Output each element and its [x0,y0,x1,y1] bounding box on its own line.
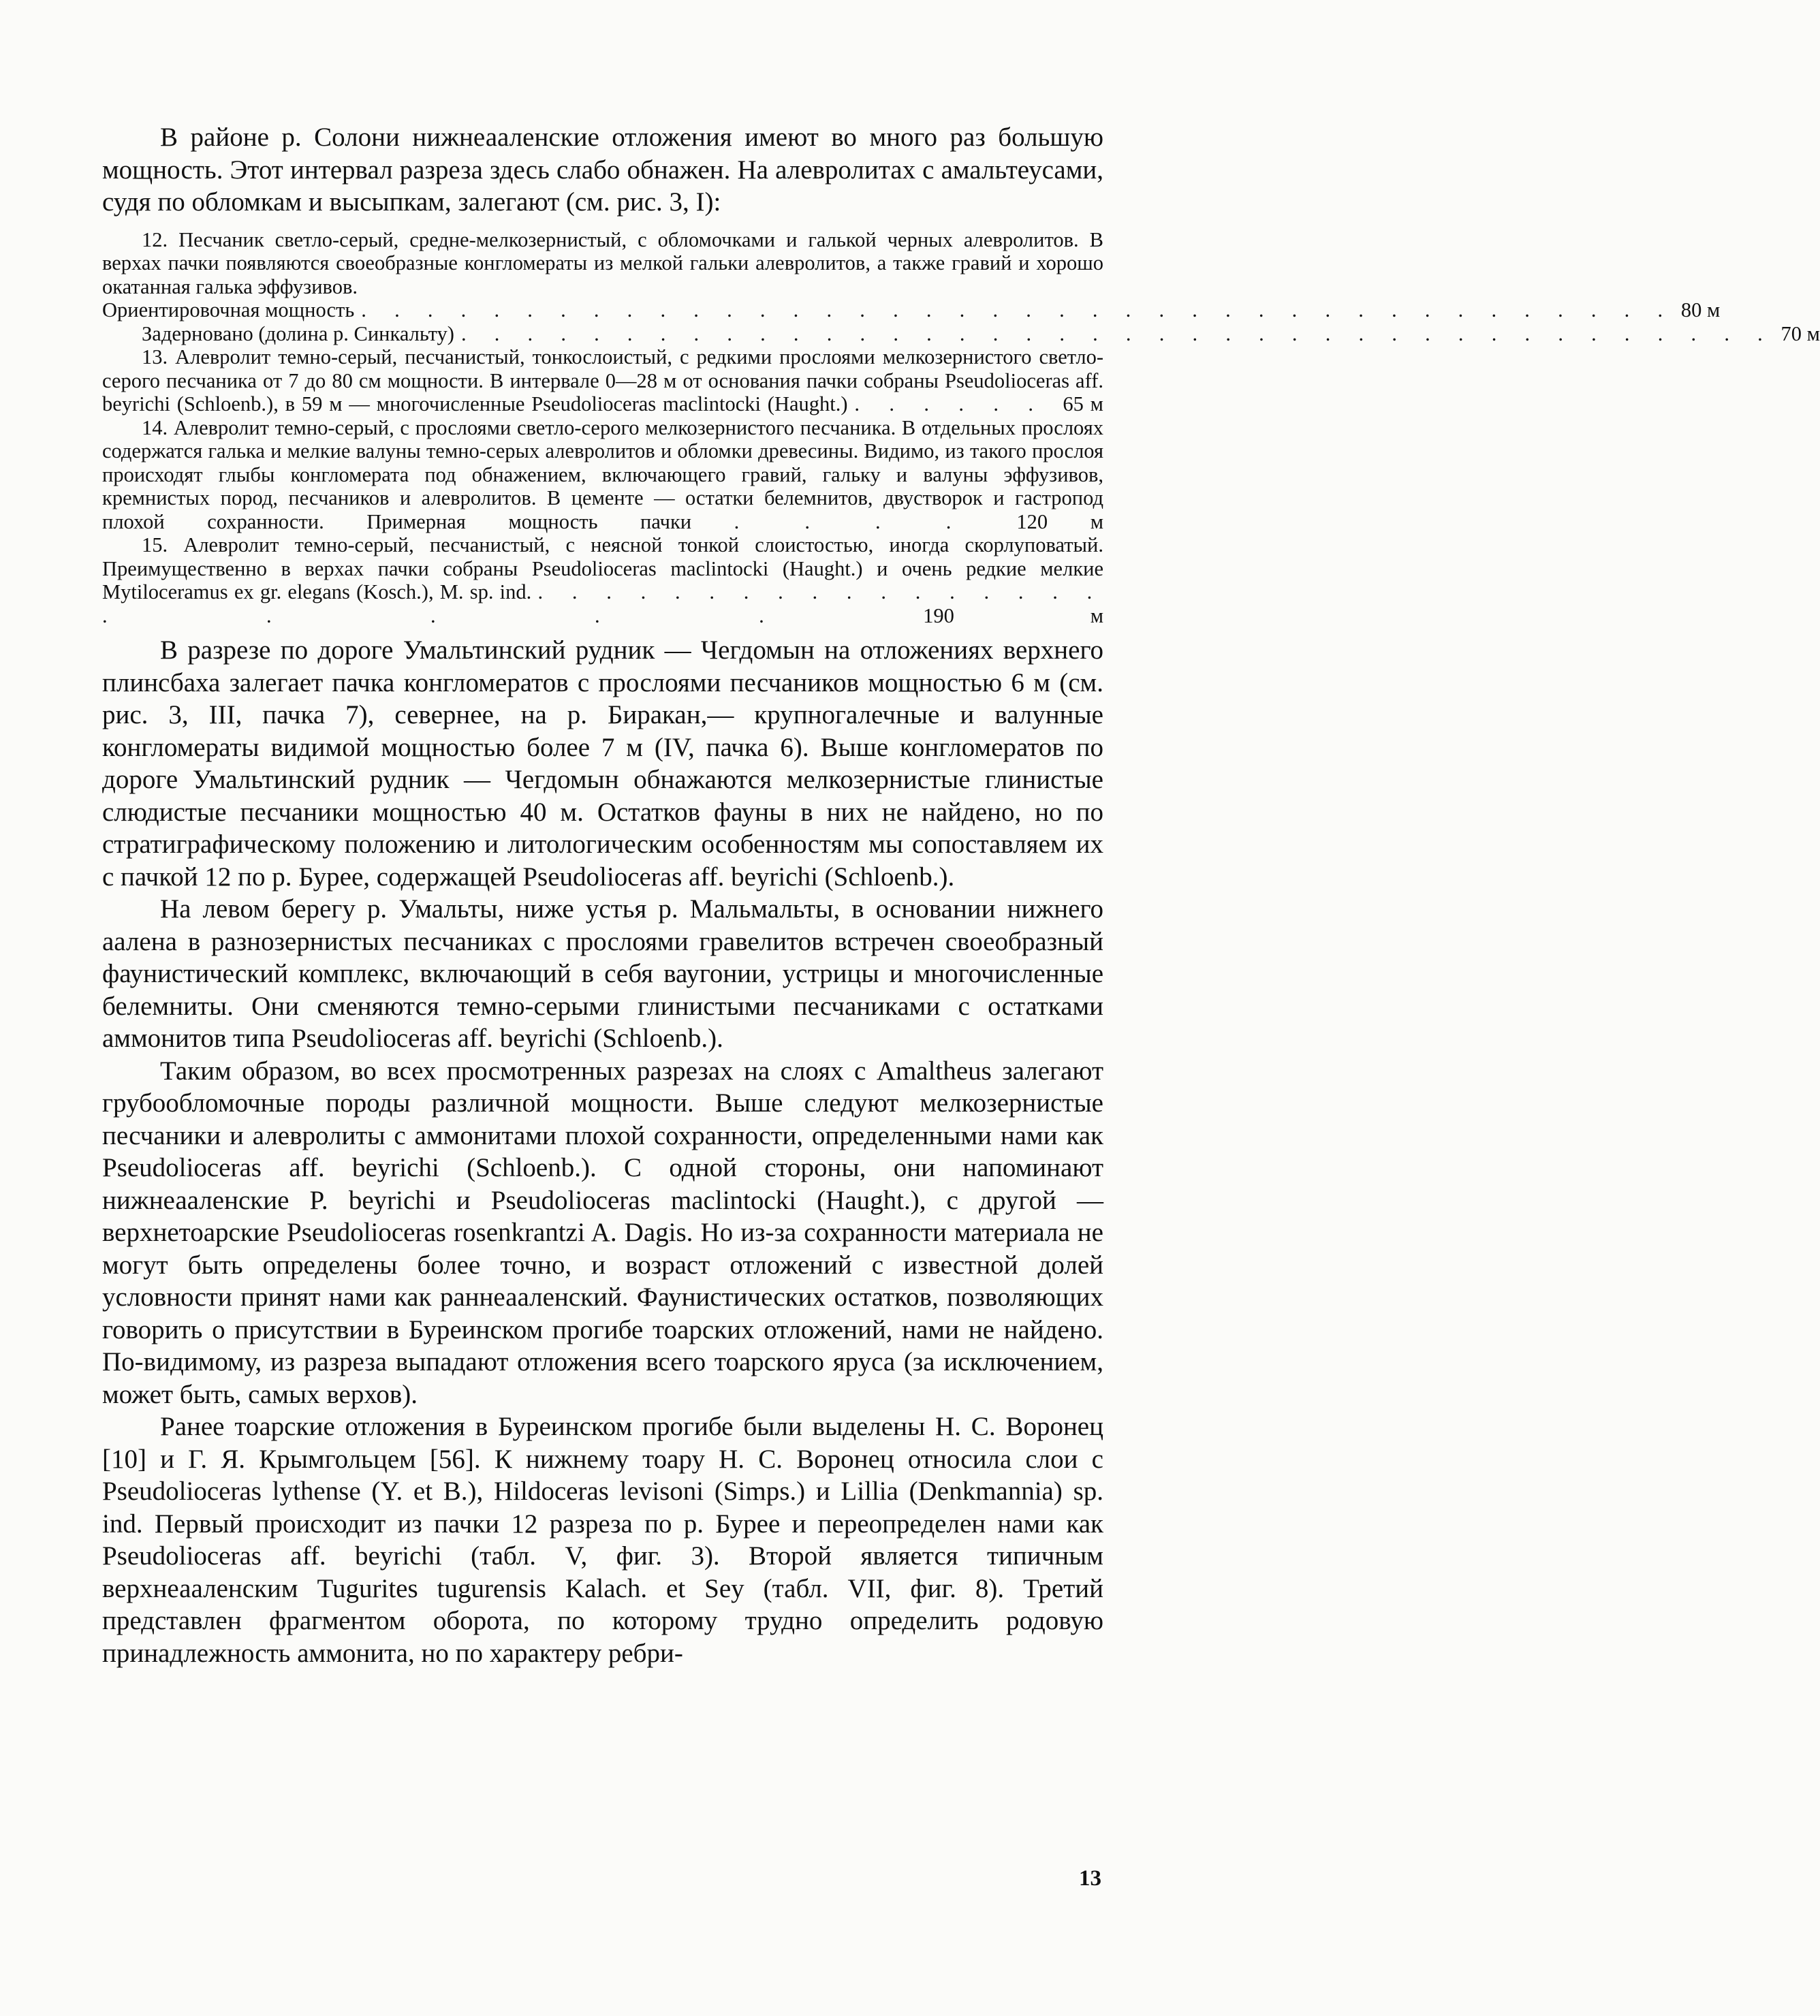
leader-dots: . . . . . . [854,392,1063,415]
text-column [102,121,1820,1669]
layer-15-description: 15. Алевролит темно-серый, песчанистый, с неясной тонкой слоистостью, иногда скорлуповатый. Преимущественно в верхах пачки собраны Pseudolioceras maclintocki (Haught.) и очень редкие мелкие Mytiloceramus ex gr. elegans (Kosch.), M. sp. ind. [102,533,1103,603]
leader-dots: . . . . . . . . . . . . . . . . . . . . . . . . . . . . . . . . . . . . . . . . [460,321,1774,345]
paragraph-umaltinsky-road: В разрезе по дороге Умальтинский рудник — Чегдомын на отложениях верхнего плинсбаха залегает пачка конгломератов с прослоями песчаников мощностью 6 м (см. рис. 3, III, пачка 7), севернее, на р. Биракан,— крупногалечные и валунные конгломераты видимой мощностью более 7 м (IV, пачка 6). Выше конгломератов по дороге Умальтинский рудник — Чегдомын обнажаются мелкозернистые глинистые слюдистые песчаники мощностью 40 м. Остатков фауны в них не найдено, но по стратиграфическому положению и литологическим особенностям мы сопоставляем их с пачкой 12 по р. Бурее, содержащей Pseudolioceras aff. beyrichi (Schloenb.). [102,635,1103,892]
paragraph-umalta-left-bank: На левом берегу р. Умальты, ниже устья р. Мальмальты, в основании нижнего аалена в разнозернистых песчаниках с прослоями гравелитов встречен своеобразный фаунистический комплекс, включающий в себя ваугонии, устрицы и многочисленные белемниты. Они сменяются темно-серыми глинистыми песчаниками с остатками аммонитов типа Pseudolioceras aff. beyrichi (Schloenb.). [102,894,1103,1053]
layer-14-block [102,416,1103,534]
layer-13-block [102,345,1103,416]
layer-12-description: 12. Песчаник светло-серый, средне-мелкозернистый, с обломочками и галькой черных алевролитов. В верхах пачки появляются своеобразные конгломераты из мелкой гальки алевролитов, а также гравий и хорошо окатанная галька эффузивов. [102,227,1103,298]
turf-value: 70 м [1780,321,1820,345]
paragraph-conclusion: Таким образом, во всех просмотренных разрезах на слоях с Amaltheus залегают грубообломочные породы различной мощности. Выше следуют мелкозернистые песчаники и алевролиты с аммонитами плохой сохранности, определенными нами как Pseudolioceras aff. beyrichi (Schloenb.). С одной стороны, они напоминают нижнеааленские P. beyrichi и Pseudolioceras maclintocki (Haught.), с другой — верхнетоарские Pseudolioceras rosenkrantzi A. Dagis. Но из-за сохранности материала не могут быть определены более точно, и возраст отложений с известной долей условности принят нами как раннеааленский. Фаунистических остатков, позволяющих говорить о присутствии в Буреинском прогибе тоарских отложений, нами не найдено. По-видимому, из разреза выпадают отложения всего тоарского яруса (за исключением, может быть, самых верхов). [102,1056,1103,1409]
layer-13-description: 13. Алевролит темно-серый, песчанистый, тонкослоистый, с редкими прослоями мелкозернистого светло-серого песчаника от 7 до 80 см мощности. В интервале 0—28 м от основания пачки собраны Pseudolioceras aff. beyrichi (Schloenb.), в 59 м — многочисленные Pseudolioceras maclintocki (Haught.) [102,345,1103,415]
leader-dots: . . . . . . . . . . . . . . . . . . . . . . . . . . . . . . . . . . . . . . . . [361,298,1674,321]
layer-13-thickness-value: 65 м [1063,392,1103,415]
leader-dots: . . . . [734,509,1017,533]
layer-12-thickness-value: 80 м [1680,298,1721,321]
turf-row [102,321,1820,346]
layer-14-description: 14. Алевролит темно-серый, с прослоями светло-серого мелкозернистого песчаника. В отдельных прослоях содержатся галька и мелкие валуны темно-серых алевролитов и обломки древесины. Видимо, из такого прослоя происходят глыбы конгломерата под обнажением, включающего гравий, гальку и валуны эффузивов, кремнистых пород, песчаников и алевролитов. В цементе — остатки белемнитов, двустворок и гастропод плохой сохранности. Примерная мощность пачки [102,415,1103,533]
layer-12-thickness-label: Ориентировочная мощность [102,298,355,321]
page-number: 13 [1079,1866,1101,1891]
turf-label: Задерновано (долина р. Синкальту) [142,321,454,345]
paragraph-solony: В районе р. Солони нижнеааленские отложения имеют во много раз большую мощность. Этот интервал разреза здесь слабо обнажен. На алевролитах с амальтеусами, судя по обломкам и высыпкам, залегают (см. рис. 3, I): [102,123,1103,217]
layer-15-thickness-value: 190 м [923,603,1103,627]
layer-14-thickness-value: 120 м [1016,509,1103,533]
paragraph-previous-toarcian: Ранее тоарские отложения в Буреинском прогибе были выделены Н. С. Воронец [10] и Г. Я. Крымгольцем [56]. К нижнему тоару Н. С. Воронец относила слои с Pseudolioceras lythense (Y. et B.), Hildoceras levisoni (Simps.) и Lillia (Denkmannia) sp. ind. Первый происходит из пачки 12 разреза по р. Бурее и переопределен нами как Pseudolioceras aff. beyrichi (табл. V, фиг. 3). Второй является типичным верхнеааленским Tugurites tugurensis Kalach. et Sey (табл. VII, фиг. 8). Третий представлен фрагментом оборота, по которому трудно определить родовую принадлежность аммонита, но по характеру ребри- [102,1412,1103,1668]
layer-12-thickness-row [102,298,1721,322]
layer-15-block [102,533,1103,627]
leader-dots: . . . . . . . . . . . . . . . . . . . . . . [102,580,1104,627]
